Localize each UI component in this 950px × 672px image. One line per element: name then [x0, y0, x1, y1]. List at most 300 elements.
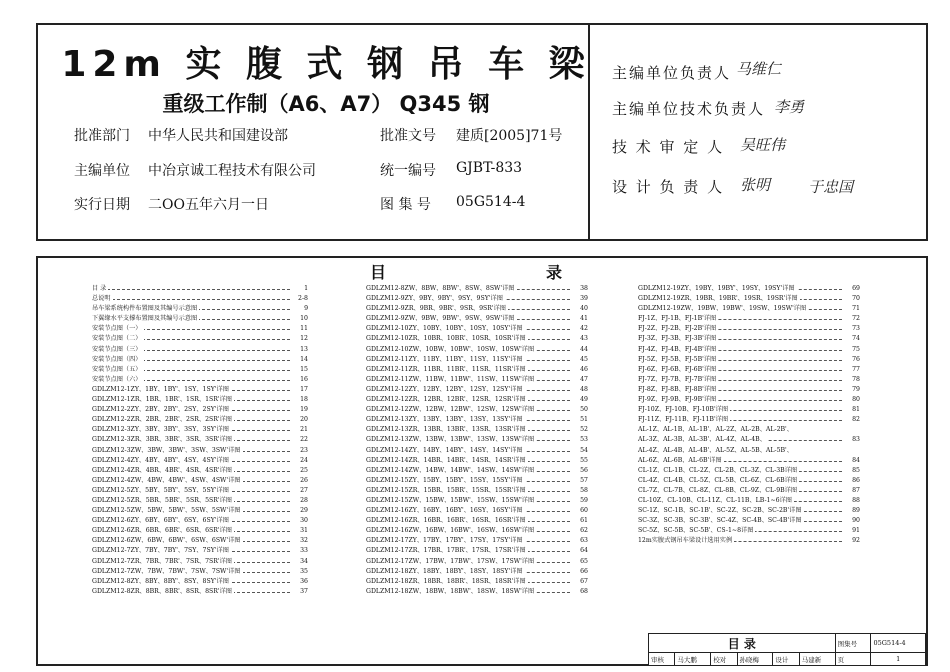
toc-entry: [638, 466, 860, 476]
toc-entry-page: 44: [578, 345, 588, 355]
toc-entry-page: 59: [578, 496, 588, 506]
designer-label: 设 计 负 责 人: [612, 178, 725, 196]
toc-entry: [92, 355, 308, 365]
toc-entry-page: 56: [578, 466, 588, 476]
toc-entry: [638, 496, 860, 506]
toc-entry: [92, 304, 308, 314]
toc-entry-title: GDLZM12-8ZY、8BY、8BY'、8SY、8SY'详图: [92, 577, 229, 585]
toc-entry-page: 61: [578, 516, 588, 526]
toc-entry-page: 45: [578, 355, 588, 365]
toc-entry: [638, 425, 860, 435]
toc-entry-title: GDLZM12-13ZW、13BW、13BW'、13SW、13SW'详图: [366, 436, 535, 444]
toc-entry-title: 安装节点图（二）: [92, 335, 142, 343]
toc-entry-page: 43: [578, 334, 588, 344]
toc-entry: [92, 314, 308, 324]
toc-entry-title: SC-5Z、SC-5B、SC-5B'、CS-1~8详图: [638, 527, 754, 535]
toc-entry-title: AL-3Z、AL-3B、AL-3B'、AL-4Z、AL-4B、: [638, 436, 766, 444]
toc-entry: [92, 587, 308, 597]
toc-entry-title: GDLZM12-7ZY、7BY、7BY'、7SY、7SY'详图: [92, 547, 229, 555]
toc-entry-title: GDLZM12-17ZY、17BY、17BY'、17SY、17SY'详图: [366, 537, 523, 545]
toc-entry-page: 36: [298, 577, 308, 587]
toc-entry: [638, 456, 860, 466]
toc-entry: [366, 324, 588, 334]
toc-entry-title: GDLZM12-19ZW、19BW、19BW'、19SW、19SW'详图: [638, 305, 807, 313]
toc-entry-title: GDLZM12-2ZY、2BY、2BY'、2SY、2SY'详图: [92, 406, 229, 414]
toc-entry-title: SC-3Z、SC-3B、SC-3B'、SC-4Z、SC-4B、SC-4B'详图: [638, 517, 802, 525]
toc-entry-title: GDLZM12-15ZR、15BR、15BR'、15SR、15SR'详图: [366, 486, 526, 494]
toc-entry: [366, 345, 588, 355]
toc-entry-title: GDLZM12-5ZR、5BR、5BR'、5SR、5SR'详图: [92, 496, 232, 504]
toc-entry: [92, 486, 308, 496]
toc-entry-title: GDLZM12-5ZW、5BW、5BW'、5SW、5SW'详图: [92, 507, 241, 515]
toc-entry-title: GDLZM12-15ZW、15BW、15BW'、15SW、15SW'详图: [366, 496, 535, 504]
toc-entry-title: CL-7Z、CL-7B、CL-8Z、CL-8B、CL-9Z、CL-9B详图: [638, 486, 798, 494]
toc-entry-page: 31: [298, 526, 308, 536]
toc-entry: [92, 284, 308, 294]
toc-entry-page: 78: [850, 375, 860, 385]
toc-entry: [92, 506, 308, 516]
toc-entry: [92, 567, 308, 577]
toc-entry-page: 51: [578, 415, 588, 425]
toc-entry-page: 22: [298, 435, 308, 445]
toc-entry-page: 15: [298, 365, 308, 375]
toc-entry-page: 18: [298, 395, 308, 405]
toc-entry: [92, 496, 308, 506]
toc-entry: [92, 466, 308, 476]
toc-entry-title: GDLZM12-3ZR、3BR、3BR'、3SR、3SR'详图: [92, 436, 232, 444]
toc-entry: [638, 506, 860, 516]
toc-entry: [92, 425, 308, 435]
toc-entry: [92, 435, 308, 445]
toc-entry-title: GDLZM12-17ZR、17BR、17BR'、17SR、17SR'详图: [366, 547, 526, 555]
toc-entry: [638, 324, 860, 334]
toc-entry-page: 16: [298, 375, 308, 385]
atlas-no-label: 图 集 号: [380, 197, 431, 213]
toc-entry-title: GDLZM12-9ZY、9BY、9BY'、9SY、9SY'详图: [366, 295, 503, 303]
toc-entry: [92, 476, 308, 486]
toc-entry-title: AL-6Z、AL-6B、AL-6B'详图: [638, 456, 722, 464]
approval-dept-label: 批准部门: [74, 128, 130, 144]
toc-entry-title: GDLZM12-4ZR、4BR、4BR'、4SR、4SR'详图: [92, 466, 232, 474]
toc-entry-title: GDLZM12-19ZR、19BR、19BR'、19SR、19SR'详图: [638, 295, 798, 303]
toc-entry-page: 89: [850, 506, 860, 516]
toc-entry: [366, 466, 588, 476]
toc-entry-title: GDLZM12-14ZW、14BW、14BW'、14SW、14SW'详图: [366, 466, 535, 474]
toc-entry-title: GDLZM12-17ZW、17BW、17BW'、17SW、17SW'详图: [366, 557, 535, 565]
toc-entry-page: 75: [850, 345, 860, 355]
toc-entry-title: FJ-1Z、FJ-1B、FJ-1B'详图: [638, 315, 717, 323]
toc-entry-title: AL-4Z、AL-4B、AL-4B'、AL-5Z、AL-5B、AL-5B'、: [638, 446, 793, 454]
toc-entry: [92, 294, 308, 304]
toc-entry: [366, 506, 588, 516]
toc-entry-page: 87: [850, 486, 860, 496]
toc-entry: [92, 345, 308, 355]
toc-entry-page: 77: [850, 365, 860, 375]
toc-entry: [638, 486, 860, 496]
check-label: 校对: [711, 653, 737, 666]
toc-entry-page: 67: [578, 577, 588, 587]
toc-entry-title: GDLZM12-2ZR、2BR、2BR'、2SR、2SR'详图: [92, 416, 232, 424]
toc-entry-page: 69: [850, 284, 860, 294]
title-block: [648, 633, 926, 666]
toc-entry-page: 9: [302, 304, 308, 314]
toc-entry: [366, 546, 588, 556]
toc-entry-page: 25: [298, 466, 308, 476]
toc-entry-title: FJ-5Z、FJ-5B、FJ-5B'详图: [638, 355, 717, 363]
toc-entry-title: GDLZM12-1ZY、1BY、1BY'、1SY、1SY'详图: [92, 385, 229, 393]
toc-entry: [92, 415, 308, 425]
toc-entry: [638, 536, 860, 546]
toc-entry-page: 53: [578, 435, 588, 445]
toc-entry: [638, 385, 860, 395]
toc-entry: [366, 304, 588, 314]
toc-entry: [366, 456, 588, 466]
toc-entry: [638, 334, 860, 344]
tech-reviewer-signature: 吴旺伟: [740, 136, 786, 154]
check-name: 孙晓梅: [737, 653, 773, 666]
toc-entry-page: 63: [578, 536, 588, 546]
toc-entry-page: 82: [850, 415, 860, 425]
toc-entry: [638, 284, 860, 294]
toc-entry-page: 68: [578, 587, 588, 597]
toc-entry-page: 48: [578, 385, 588, 395]
toc-entry-page: 37: [298, 587, 308, 597]
toc-entry-page: 73: [850, 324, 860, 334]
page-label: 页: [835, 653, 871, 666]
toc-entry-title: GDLZM12-16ZY、16BY、16BY'、16SY、16SY'详图: [366, 507, 523, 515]
toc-entry: [92, 456, 308, 466]
toc-entry-title: GDLZM12-14ZY、14BY、14BY'、14SY、14SY'详图: [366, 446, 523, 454]
atlas-subtitle: 重级工作制（A6、A7） Q345 钢: [162, 92, 490, 116]
toc-entry-page: 39: [578, 294, 588, 304]
atlas-no-cell-label: 图集号: [835, 634, 871, 653]
toc-entry: [366, 314, 588, 324]
toc-entry-title: GDLZM12-13ZR、13BR、13BR'、13SR、13SR'详图: [366, 426, 526, 434]
toc-entry-page: 88: [850, 496, 860, 506]
toc-entry-title: GDLZM12-10ZW、10BW、10BW'、10SW、10SW'详图: [366, 345, 535, 353]
toc-entry-page: 26: [298, 476, 308, 486]
toc-entry: [366, 395, 588, 405]
toc-entry-title: GDLZM12-7ZR、7BR、7BR'、7SR、7SR'详图: [92, 557, 232, 565]
toc-entry-page: 71: [850, 304, 860, 314]
toc-entry: [366, 385, 588, 395]
toc-entry-title: GDLZM12-18ZR、18BR、18BR'、18SR、18SR'详图: [366, 577, 526, 585]
toc-entry-page: 29: [298, 506, 308, 516]
toc-entry-page: 80: [850, 395, 860, 405]
toc-entry-title: AL-1Z、AL-1B、AL-1B'、AL-2Z、AL-2B、AL-2B'、: [638, 426, 793, 434]
toc-entry-page: 10: [298, 314, 308, 324]
toc-entry-title: GDLZM12-6ZY、6BY、6BY'、6SY、6SY'详图: [92, 517, 229, 525]
toc-entry-title: GDLZM12-4ZW、4BW、4BW'、4SW、4SW'详图: [92, 476, 241, 484]
toc-entry: [92, 557, 308, 567]
toc-entry: [92, 365, 308, 375]
toc-heading-left: 目: [370, 263, 387, 282]
design-label: 设计: [773, 653, 799, 666]
toc-entry-page: 84: [850, 456, 860, 466]
toc-entry-title: GDLZM12-10ZY、10BY、10BY'、10SY、10SY'详图: [366, 325, 523, 333]
title-block-title: 目 录: [649, 634, 836, 653]
approval-doc-value: 建质[2005]71号: [456, 128, 563, 144]
toc-entry-title: 总说明: [92, 295, 111, 303]
unified-no-value: GJBT-833: [456, 160, 523, 176]
toc-entry: [92, 536, 308, 546]
toc-entry-title: 12m实腹式钢吊车梁设计选用实例: [638, 537, 733, 545]
approval-dept-value: 中华人民共和国建设部: [148, 128, 288, 144]
toc-entry-title: FJ-6Z、FJ-6B、FJ-6B'详图: [638, 365, 717, 373]
toc-entry-title: GDLZM12-14ZR、14BR、14BR'、14SR、14SR'详图: [366, 456, 526, 464]
toc-entry-title: CL-4Z、CL-4B、CL-5Z、CL-5B、CL-6Z、CL-6B详图: [638, 476, 798, 484]
toc-entry-page: 19: [298, 405, 308, 415]
toc-leader-line: [92, 299, 290, 300]
toc-entry-title: GDLZM12-12ZR、12BR、12BR'、12SR、12SR'详图: [366, 396, 526, 404]
toc-entry: [638, 355, 860, 365]
toc-entry-page: 21: [298, 425, 308, 435]
toc-entry: [92, 375, 308, 385]
toc-column-3: [638, 284, 860, 546]
toc-entry-title: CL-1Z、CL-1B、CL-2Z、CL-2B、CL-3Z、CL-3B详图: [638, 466, 798, 474]
toc-entry-title: 安装节点图（三）: [92, 345, 142, 353]
toc-entry-page: 27: [298, 486, 308, 496]
toc-entry-page: 72: [850, 314, 860, 324]
atlas-no-cell-value: 05G514-4: [871, 634, 926, 653]
toc-entry-title: 吊车梁系统构件布置图及其编号示意图: [92, 305, 198, 313]
toc-entry: [638, 516, 860, 526]
toc-entry: [92, 385, 308, 395]
toc-entry-page: 58: [578, 486, 588, 496]
toc-entry-title: GDLZM12-13ZY、13BY、13BY'、13SY、13SY'详图: [366, 416, 523, 424]
toc-entry-page: 32: [298, 536, 308, 546]
toc-entry-title: FJ-4Z、FJ-4B、FJ-4B'详图: [638, 345, 717, 353]
toc-entry-title: FJ-2Z、FJ-2B、FJ-2B'详图: [638, 325, 717, 333]
toc-entry-page: 38: [578, 284, 588, 294]
toc-entry: [92, 577, 308, 587]
toc-entry-page: 23: [298, 446, 308, 456]
toc-entry: [638, 405, 860, 415]
toc-entry-title: GDLZM12-19ZY、19BY、19BY'、19SY、19SY'详图: [638, 285, 795, 292]
toc-entry-page: 2-8: [296, 294, 308, 304]
toc-entry: [366, 567, 588, 577]
toc-entry: [366, 365, 588, 375]
toc-entry-page: 41: [578, 314, 588, 324]
toc-entry: [366, 496, 588, 506]
toc-entry-title: GDLZM12-16ZR、16BR、16BR'、16SR、16SR'详图: [366, 517, 526, 525]
toc-entry-title: FJ-7Z、FJ-7B、FJ-7B'详图: [638, 375, 717, 383]
chief-signature: 马维仁: [736, 60, 782, 78]
tech-chief-signature: 李勇: [774, 98, 805, 116]
toc-entry-page: 55: [578, 456, 588, 466]
toc-entry: [92, 334, 308, 344]
toc-entry-title: GDLZM12-9ZR、9BR、9BR'、9SR、9SR'详图: [366, 305, 506, 313]
toc-entry: [366, 557, 588, 567]
toc-entry-title: GDLZM12-5ZY、5BY、5BY'、5SY、5SY'详图: [92, 486, 229, 494]
toc-entry-page: 40: [578, 304, 588, 314]
toc-entry: [92, 395, 308, 405]
toc-entry-page: 42: [578, 324, 588, 334]
toc-entry-page: 34: [298, 557, 308, 567]
toc-entry-title: 安装节点图（六）: [92, 375, 142, 383]
toc-entry-title: GDLZM12-15ZY、15BY、15BY'、15SY、15SY'详图: [366, 476, 523, 484]
toc-entry: [92, 516, 308, 526]
toc-entry-page: 13: [298, 345, 308, 355]
toc-entry-title: GDLZM12-8ZW、8BW、8BW'、8SW、8SW'详图: [366, 285, 515, 292]
toc-entry: [638, 435, 860, 445]
toc-entry-title: GDLZM12-16ZW、16BW、16BW'、16SW、16SW'详图: [366, 527, 535, 535]
toc-entry-page: 64: [578, 546, 588, 556]
effective-date-value: 二OO五年六月一日: [148, 197, 269, 213]
toc-entry-page: 50: [578, 405, 588, 415]
toc-entry: [92, 546, 308, 556]
toc-entry: [92, 526, 308, 536]
toc-entry-title: FJ-11Z、FJ-11B、FJ-11B'详图: [638, 416, 729, 424]
toc-entry: [366, 587, 588, 597]
toc-entry-title: GDLZM12-12ZW、12BW、12BW'、12SW、12SW'详图: [366, 406, 535, 414]
toc-entry: [638, 365, 860, 375]
toc-entry: [366, 516, 588, 526]
design-name: 马建新: [799, 653, 835, 666]
review-label: 审核: [649, 653, 675, 666]
toc-entry-page: 90: [850, 516, 860, 526]
toc-entry-page: 57: [578, 476, 588, 486]
toc-entry-title: GDLZM12-11ZW、11BW、11BW'、11SW、11SW'详图: [366, 375, 535, 383]
toc-entry-page: 28: [298, 496, 308, 506]
toc-entry-page: 92: [850, 536, 860, 546]
toc-entry-title: GDLZM12-3ZW、3BW、3BW'、3SW、3SW'详图: [92, 446, 241, 454]
toc-entry-title: GDLZM12-6ZW、6BW、6BW'、6SW、6SW'详图: [92, 537, 241, 545]
toc-entry-page: 47: [578, 375, 588, 385]
toc-leader-line: [92, 289, 290, 290]
toc-entry: [638, 375, 860, 385]
toc-entry-page: 54: [578, 446, 588, 456]
toc-entry-title: GDLZM12-4ZY、4BY、4BY'、4SY、4SY'详图: [92, 456, 229, 464]
designer-signature: 张明: [740, 176, 771, 194]
toc-entry-page: 20: [298, 415, 308, 425]
effective-date-label: 实行日期: [74, 197, 130, 213]
toc-entry-title: CL-10Z、CL-10B、CL-11Z、CL-11B、LB-1~6详图: [638, 496, 792, 504]
toc-entry-page: 91: [850, 526, 860, 536]
editor-unit-label: 主编单位: [74, 163, 130, 179]
toc-entry-title: GDLZM12-8ZR、8BR、8BR'、8SR、8SR'详图: [92, 587, 232, 595]
toc-entry-title: 下翼缘水平支撑布置图及其编号示意图: [92, 315, 198, 323]
designer-signature-2: 于忠国: [808, 178, 854, 196]
toc-entry: [638, 345, 860, 355]
toc-entry-title: 目 录: [92, 285, 107, 292]
toc-entry-title: FJ-10Z、FJ-10B、FJ-10B'详图: [638, 406, 729, 414]
tech-chief-label: 主编单位技术负责人: [612, 100, 766, 118]
toc-entry: [366, 355, 588, 365]
toc-entry: [366, 536, 588, 546]
toc-entry-page: 24: [298, 456, 308, 466]
toc-entry-title: FJ-8Z、FJ-8B、FJ-8B'详图: [638, 385, 717, 393]
toc-entry-title: FJ-3Z、FJ-3B、FJ-3B'详图: [638, 335, 717, 343]
toc-entry-page: 1: [302, 284, 308, 294]
toc-entry-page: 33: [298, 546, 308, 556]
toc-entry: [638, 294, 860, 304]
toc-entry: [92, 405, 308, 415]
toc-entry-page: 62: [578, 526, 588, 536]
toc-entry: [366, 446, 588, 456]
toc-entry-page: 74: [850, 334, 860, 344]
toc-entry: [366, 334, 588, 344]
review-name: 马大鹏: [675, 653, 711, 666]
toc-entry-title: GDLZM12-3ZY、3BY、3BY'、3SY、3SY'详图: [92, 426, 229, 434]
toc-entry: [366, 294, 588, 304]
toc-entry: [92, 446, 308, 456]
toc-entry-page: 86: [850, 476, 860, 486]
toc-entry: [366, 486, 588, 496]
toc-heading-right: 录: [546, 263, 563, 282]
toc-entry: [638, 415, 860, 425]
toc-entry: [366, 415, 588, 425]
toc-entry: [638, 526, 860, 536]
toc-entry-title: GDLZM12-7ZW、7BW、7BW'、7SW、7SW'详图: [92, 567, 241, 575]
toc-entry-page: 83: [850, 435, 860, 445]
toc-entry: [638, 395, 860, 405]
toc-column-1: [92, 284, 308, 597]
toc-entry-page: 17: [298, 385, 308, 395]
toc-entry-title: GDLZM12-10ZR、10BR、10BR'、10SR、10SR'详图: [366, 335, 526, 343]
toc-entry-title: 安装节点图（一）: [92, 325, 142, 333]
toc-entry: [366, 425, 588, 435]
toc-entry-title: SC-1Z、SC-1B、SC-1B'、SC-2Z、SC-2B、SC-2B'详图: [638, 507, 802, 515]
toc-entry-page: 76: [850, 355, 860, 365]
page-value: 1: [871, 653, 926, 666]
toc-entry: [366, 526, 588, 536]
toc-entry-page: 79: [850, 385, 860, 395]
toc-entry-page: 35: [298, 567, 308, 577]
atlas-title: 12m 实 腹 式 钢 吊 车 梁: [61, 44, 591, 85]
toc-entry-title: GDLZM12-11ZY、11BY、11BY'、11SY、11SY'详图: [366, 355, 523, 363]
toc-entry-page: 30: [298, 516, 308, 526]
editor-unit-value: 中冶京诚工程技术有限公司: [148, 163, 316, 179]
chief-label: 主编单位负责人: [612, 64, 732, 82]
toc-entry-page: 11: [298, 324, 308, 334]
toc-entry-page: 66: [578, 567, 588, 577]
toc-entry: [366, 284, 588, 294]
toc-entry: [638, 304, 860, 314]
toc-entry-page: 46: [578, 365, 588, 375]
toc-column-2: [366, 284, 588, 597]
toc-entry: [366, 405, 588, 415]
toc-entry: [92, 324, 308, 334]
toc-entry: [366, 476, 588, 486]
toc-entry-page: 85: [850, 466, 860, 476]
unified-no-label: 统一编号: [380, 163, 436, 179]
toc-entry-page: 70: [850, 294, 860, 304]
toc-entry-title: GDLZM12-6ZR、6BR、6BR'、6SR、6SR'详图: [92, 527, 232, 535]
toc-entry-title: FJ-9Z、FJ-9B、FJ-9B'详图: [638, 396, 717, 404]
toc-entry-title: 安装节点图（五）: [92, 365, 142, 373]
toc-entry-page: 14: [298, 355, 308, 365]
toc-entry: [366, 435, 588, 445]
toc-entry-title: GDLZM12-18ZY、18BY、18BY'、18SY、18SY'详图: [366, 567, 523, 575]
toc-entry-page: 81: [850, 405, 860, 415]
toc-entry-title: GDLZM12-18ZW、18BW、18BW'、18SW、18SW'详图: [366, 587, 535, 595]
toc-entry: [366, 375, 588, 385]
toc-entry-title: GDLZM12-1ZR、1BR、1BR'、1SR、1SR'详图: [92, 396, 232, 404]
toc-entry-page: 12: [298, 334, 308, 344]
toc-entry-page: 49: [578, 395, 588, 405]
toc-entry-title: GDLZM12-9ZW、9BW、9BW'、9SW、9SW'详图: [366, 315, 515, 323]
toc-entry: [366, 577, 588, 587]
toc-entry: [638, 476, 860, 486]
atlas-no-value: 05G514-4: [456, 194, 526, 210]
toc-entry-page: 60: [578, 506, 588, 516]
toc-entry-title: 安装节点图（四）: [92, 355, 142, 363]
toc-entry: [638, 446, 860, 456]
toc-entry: [638, 314, 860, 324]
toc-entry-page: 65: [578, 557, 588, 567]
tech-reviewer-label: 技 术 审 定 人: [612, 138, 725, 156]
